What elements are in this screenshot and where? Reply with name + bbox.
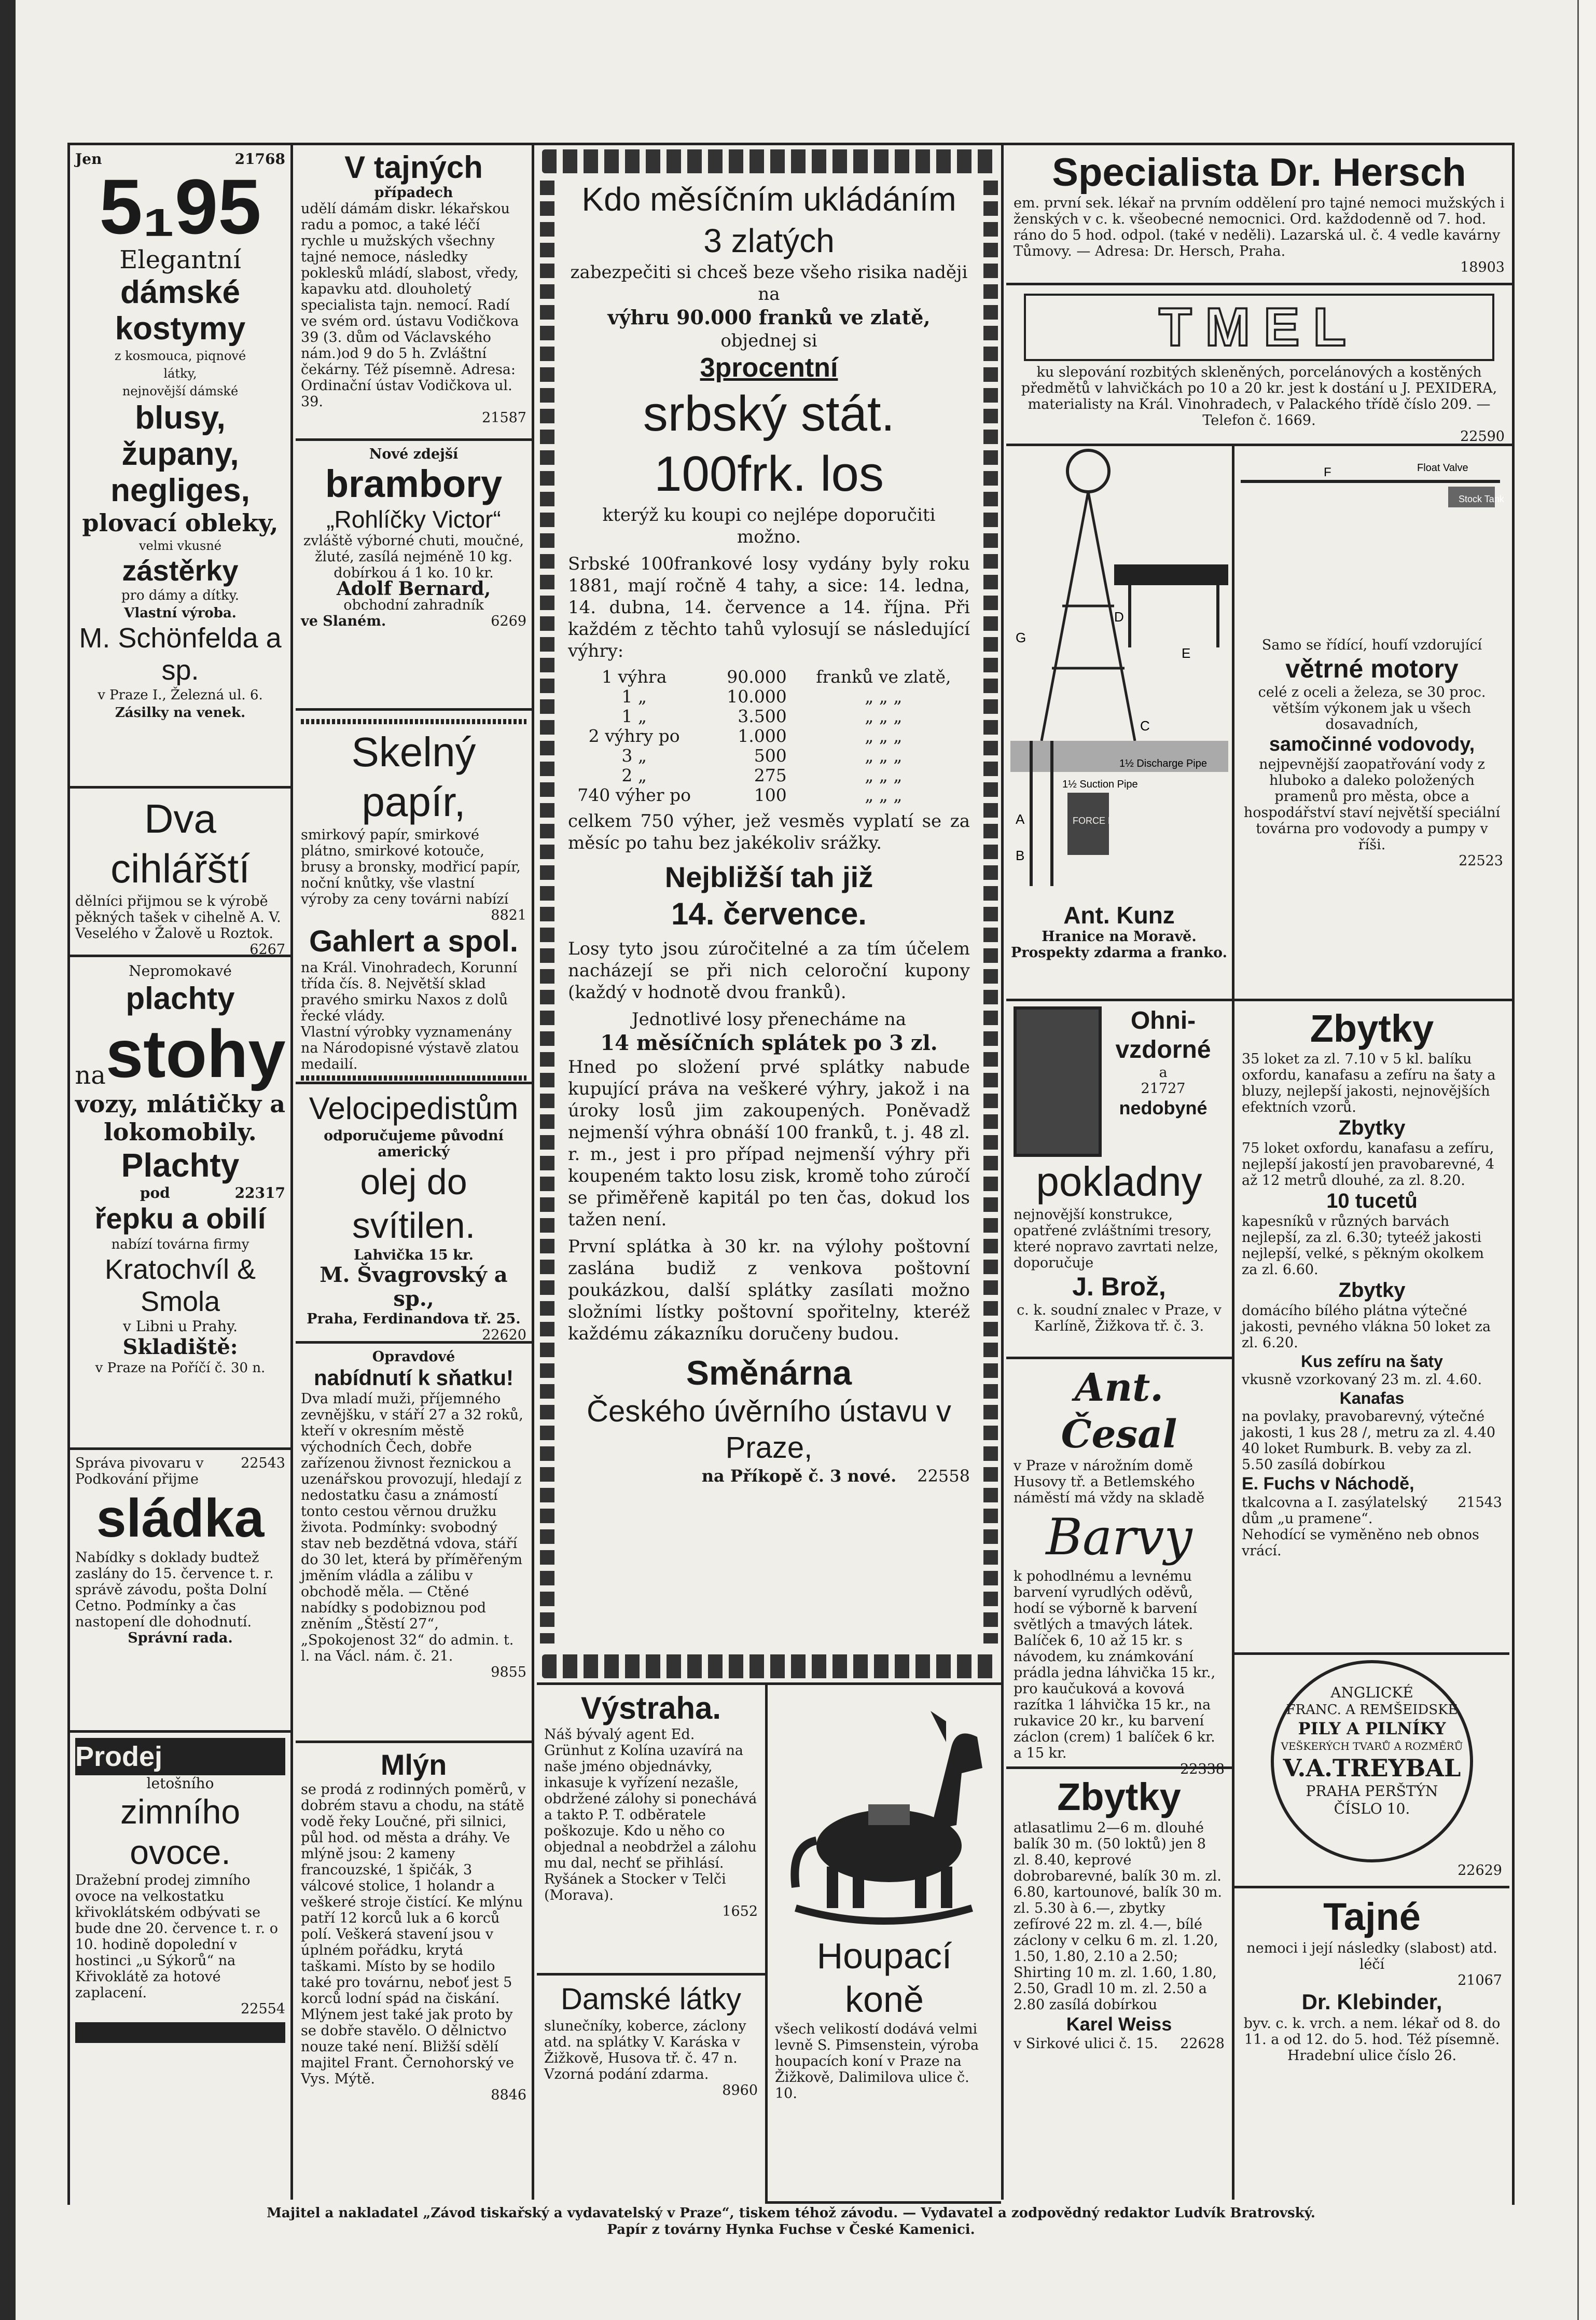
ad-brickmakers [70, 789, 290, 957]
ad-text: ku slepování rozbitých skleněných, porcelánových a kostěných předmětů v lahvičkách po 10 a 20 kr. jest k dostání u J. PEXIDERA, materialisty na Král. Vinohradech, v Palackého třídě číslo 209. — Telefon č. 1669. [1021, 364, 1497, 429]
diagram-label: E [1182, 645, 1191, 661]
wins-cell: „ „ „ [865, 745, 903, 766]
diagram-label: C [1140, 718, 1150, 734]
ad-number: 21587 [482, 410, 526, 426]
ad-number: 21727 [1141, 1081, 1186, 1097]
diagram-label: 1½ Suction Pipe [1062, 779, 1138, 790]
ad-line: vozy, mlátičky a [75, 1090, 285, 1118]
ad-line: negliges, [110, 473, 250, 508]
lottery-next-date: 14. července. [671, 896, 867, 931]
ad-line: stohy [105, 1016, 286, 1092]
ad-number: 22543 [241, 1455, 285, 1471]
column-2 [296, 145, 534, 2200]
ad-text: 40 loket Rumburk. B. veby za zl. 5.50 zasílá dobírkou [1242, 1441, 1472, 1473]
rocking-horse-image [775, 1690, 993, 1934]
ad-safes [1006, 1001, 1232, 1359]
ad-title: Damské látky [560, 1982, 742, 2016]
ad-address: Hranice na Moravě. [1042, 929, 1197, 945]
ad-number: 9855 [491, 1664, 526, 1680]
ad-line: látky, [163, 366, 197, 381]
ad-line: Zásilky na venek. [115, 705, 246, 721]
ad-title: Výstraha. [580, 1691, 721, 1725]
ad-hersch [1006, 145, 1512, 285]
ad-warning [537, 1685, 765, 1976]
diagram-label: F [1324, 465, 1331, 479]
ad-tmel [1006, 285, 1512, 446]
ad-text: Nabídky s doklady budtež zaslány do 15. července t. r. správě závodu, pošta Dolní Cetno. Podmínky a čas nastopení dle dohodnutí. [75, 1550, 274, 1630]
lottery-text: výhru 90.000 franků ve zlatě, [607, 306, 931, 329]
ad-number: 22317 [234, 1184, 285, 1202]
ad-line: pro dámy a dítky. [121, 588, 240, 603]
ad-number: 22590 [1460, 429, 1505, 445]
ad-text: tkalcovna a I. zasýlatelský dům „u pramene“. [1242, 1495, 1428, 1527]
ad-brewer [70, 1450, 290, 1733]
ad-mill [296, 1743, 532, 2200]
ad-fruit [70, 1733, 290, 2096]
ad-title: samočinné vodovody, [1269, 734, 1475, 755]
ad-line: Prodej [75, 1741, 163, 1772]
ad-text: odporučujeme původní americký [324, 1128, 504, 1160]
ad-text: udělí dámám diskr. lékařskou radu a pomoc, a také léčí rychle u mužských všechny tajné nemoce, následky poklesků mládí, slabost, vředy, kapavku atd. dlouholetý specialista tajn. nemocí. Radí ve svém ord. ústavu Vodičkova 39 (3. dům od Václavského nám.)od 9 do 5 h. Zvláštní čekárny. Též písemně. Adresa: Ordinační ústav Vodičkova ul. 39. [301, 201, 519, 410]
ad-cyclists [296, 1084, 532, 1344]
lottery-installments: 14 měsíčních splátek po 3 zl. [600, 1031, 938, 1055]
lottery-paragraph: Losy tyto jsou zúročitelné a za tím účelem nacházejí se při nich celoroční kupony (každý v hodnotě dvou franků). [568, 938, 970, 1003]
diagram-label: Float Valve [1417, 462, 1468, 474]
wins-cell: „ „ „ [865, 686, 903, 707]
ad-text: zvláště výborné chuti, moučné, žluté, zasílá nejméně 10 kg. dobírkou á 1 ko. 10 kr. [303, 533, 524, 581]
ad-number: 21067 [1458, 1972, 1502, 1988]
ad-title: brambory [325, 462, 503, 505]
ad-line: dámské [120, 274, 240, 310]
ad-text: Náš bývalý agent Ed. Grünhut z Kolína uzavírá na naše jméno objednávky, inkasuje k vyřízení nezašle, obdržené zálohy si ponechává a takto P. T. odběratele poškozuje. Kdo u něho co objednal a neobdržel a zálohu mu dal, nechť se přihlásí. Ryšánek a Stocker v Telči (Morava). [544, 1727, 757, 1903]
price: 5₁95 [99, 163, 261, 250]
ad-line: zástěrky [122, 554, 239, 587]
ad-number: 22620 [482, 1327, 526, 1343]
ad-signature: Správní rada. [128, 1630, 233, 1646]
ad-text: na Král. Vinohradech, Korunní třída čís. 8. Největší sklad pravého smirku Naxos z dolů řecké vlády. [301, 960, 518, 1024]
seal-line: PRAHA PERŠTÝN [1306, 1783, 1438, 1800]
ad-firm: Karel Weiss [1066, 2013, 1172, 2035]
ad-header-left: Jen [75, 150, 102, 168]
ad-sandpaper [296, 711, 532, 1084]
ad-number: 22629 [1458, 1862, 1502, 1879]
wins-row [573, 766, 970, 785]
ad-text: nejnovější konstrukce, opatřené zvláštními tresory, které nopravo zavrtati nelze, doporučuje [1014, 1207, 1218, 1271]
ad-number: 1652 [722, 1903, 758, 1919]
wins-cell: 100 [754, 785, 787, 805]
wins-cell: 1.000 [738, 726, 787, 746]
ad-line: kostymy [115, 311, 246, 347]
seal-line: VEŠKERÝCH TVARŮ A ROZMĚRŮ [1281, 1740, 1463, 1752]
ad-remnants-weiss [1006, 1769, 1232, 2200]
wins-cell: 2 „ [621, 765, 647, 785]
ad-text: Nehodící se vyměněno neb obnos vrácí. [1242, 1527, 1479, 1559]
ad-number: 8821 [491, 907, 526, 923]
ad-firm: E. Fuchs v Náchodě, [1242, 1474, 1414, 1494]
ad-head: Opravdové [372, 1349, 455, 1365]
ad-line: v Praze na Poříčí č. 30 n. [95, 1360, 266, 1376]
ad-text: všech velikostí dodává velmi levně S. Pimsenstein, výroba houpacích koní v Praze na Žižkově, Dalimilova ulice č. 10. [775, 2021, 979, 2102]
ad-lottery [537, 149, 1001, 1685]
ad-rocking-horse [768, 1685, 1001, 2204]
diagram-label: 1½ Discharge Pipe [1119, 758, 1207, 769]
wins-row [573, 707, 970, 726]
wins-cell: 1 výhra [601, 667, 667, 687]
ad-text: Vlastní výrobky vyznamenány na Národopisné výstavě zlatou medailí. [301, 1024, 519, 1072]
ad-title: vzdorné [1115, 1036, 1211, 1064]
ad-title: pokladny [1036, 1158, 1202, 1205]
ad-text: v Praze v nárožním domě Husovy tř. a Betlemského náměstí má vždy na skladě [1014, 1458, 1205, 1506]
wins-cell: „ „ „ [865, 726, 903, 746]
ad-title: sládka [96, 1488, 265, 1549]
wins-cell: „ „ „ [865, 785, 903, 805]
ad-line: plachty [126, 981, 235, 1016]
ad-text: Prospekty zdarma a franko. [1011, 945, 1227, 961]
wins-cell: 2 výhry po [588, 726, 680, 746]
ad-firm: Adolf Bernard, [336, 578, 491, 600]
ad-title: Specialista Dr. Hersch [1052, 150, 1466, 195]
ad-text: Dva mladí muži, příjemného zevnějšku, v stáří 27 a 32 roků, kteří v okresním městě východních Čech, dobře zařízenou živnost řeznickou a uzenářskou provozují, hledají z nedostatku času a známostí tonto cestou věrnou družku života. Podmínky: svobodný stav neb bezdětná vdova, stáří do 30 let, která by příměřeným jměním vládla a zálibu v obchodě měla. — Ctěné nabídky s podobiznou pod zněním „Štěstí 27“, „Spokojenost 32“ do admin. t. l. na Václ. nám. č. 21. [301, 1391, 523, 1664]
ad-text: 75 loket oxfordu, kanafasu a zefíru, nejlepší jakostí jen pravobarevné, 4 až 12 metrů dlouhé, za zl. 8.20. [1242, 1140, 1495, 1189]
lottery-bond: srbský stát. 100frk. los [643, 386, 895, 502]
ad-line: velmi vkusné [138, 538, 222, 553]
ad-text: atlasatlimu 2—6 m. dlouhé balík 30 m. (50 loktů) jen 8 zl. 8.40, keprové dobrobarevné, balík 30 m. zl. 6.80, kartounové, balík 30 m. zl. 5.30 à 6.—, zbytky zefírové 22 m. zl. 4.—, bílé záclony v celku 6 m. zl. 1.20, 1.50, 1.80, 2.10 a 2.50; Shirting 10 m. zl. 1.60, 1.80, 2.50, Gradl 10 m. zl. 2.50 a 2.80 zasílá dobírkou [1014, 1820, 1222, 2013]
ad-line: župany, [121, 436, 239, 472]
wins-cell: 3.500 [738, 706, 787, 726]
safe-image [1014, 1006, 1102, 1157]
ad-line: Vlastní výroba. [124, 605, 237, 621]
ad-line: řepku a obilí [94, 1202, 266, 1235]
ad-line: a [1159, 1065, 1168, 1081]
diagram-label: D [1114, 609, 1124, 625]
ad-line: nejnovější dámské [122, 384, 239, 398]
scan-edge-right [1577, 0, 1596, 2320]
ad-line: z kosmouca, piqnové [114, 349, 246, 363]
ad-number: 6267 [249, 942, 285, 958]
ad-line: zimního ovoce. [120, 1792, 241, 1871]
ad-text: smirkový papír, smirkové plátno, smirkové kotouče, brusy a bronsky, modřicí papír, noční knůtky, vše vlastní výroby za ceny továrni nabízí [301, 827, 521, 907]
lottery-bond-type: 3procentní [700, 353, 838, 383]
seal-line: ČÍSLO 10. [1334, 1800, 1410, 1817]
diagram-label: Stock Tank [1459, 494, 1504, 504]
ad-title: olej do svítilen. [352, 1162, 476, 1246]
ad-line: v Praze I., Železná ul. 6. [98, 687, 263, 703]
ad-number: 22523 [1459, 853, 1503, 869]
ad-title: nedobyné [1119, 1097, 1208, 1118]
ad-firm: Gahlert a spol. [309, 924, 518, 958]
lottery-text: objednej si [720, 330, 817, 351]
ad-line: „Rohlíčky Victor“ [326, 506, 501, 533]
seal-line: V.A.TREYBAL [1283, 1754, 1461, 1782]
ad-line: letošního [146, 1775, 214, 1792]
diagram-label: G [1016, 630, 1026, 645]
wins-cell: 3 „ [621, 745, 647, 766]
ad-number: 8846 [491, 2087, 526, 2103]
ad-title: Ant. Česal [1061, 1365, 1177, 1457]
lottery-paragraph: Srbské 100frankové losy vydány byly roku 1881, mají ročně 4 tahy, a sice: 14. ledna, 14. dubna, 14. července a 14. října. Při každém z těchto tahů vylosují se následující výhry: [568, 554, 970, 661]
ad-line: M. Schönfelda a sp. [79, 623, 282, 686]
ad-number: 22338 [1180, 1761, 1225, 1777]
ad-line: Elegantní [119, 245, 241, 274]
lottery-text: zabezpečiti si chceš beze všeho risika naději na [570, 262, 968, 305]
ad-firm: J. Brož, [1072, 1272, 1166, 1301]
imprint-line: Papír z továrny Hynka Fuchse v České Kamenici. [607, 2222, 975, 2238]
ad-number: 21768 [234, 150, 285, 168]
ad-title: Mlýn [380, 1748, 447, 1781]
diagram-label: FORCE PUMP [1073, 816, 1135, 826]
wins-cell: 90.000 [727, 667, 787, 687]
column-1 [70, 145, 293, 2200]
ad-place: ve Slaném. [301, 613, 386, 629]
ad-cesal [1006, 1359, 1232, 1777]
ad-number: 18903 [1460, 259, 1505, 275]
ad-text: Lahvička 15 kr. [354, 1247, 474, 1263]
ad-text: Samo se řídící, houfí vzdorující [1261, 637, 1482, 653]
wins-cell: 1 „ [621, 686, 647, 707]
ad-title: Skelný papír, [351, 729, 476, 825]
ad-text: nemoci i její následky (slabost) atd. léčí [1246, 1940, 1497, 1972]
ad-number: 6269 [491, 613, 526, 629]
ad-line: Skladiště: [122, 1335, 238, 1359]
lottery-next-draw: Nejbližší tah již [664, 861, 873, 893]
ad-line: Nové zdejší [369, 446, 459, 462]
ad-title: Tajné [1323, 1895, 1421, 1938]
wins-cell: 500 [754, 745, 787, 766]
lottery-paragraph: První splátka à 30 kr. na výlohy poštovní zaslána budiž z venkova poštovní poukázkou, další splátky zasílati možno složními lístky poštovní spořitelny, kteréž každému zákazníku doručeny budou. [568, 1236, 970, 1344]
ad-number: 22554 [241, 2001, 285, 2017]
ad-windmill [1006, 446, 1512, 1001]
ad-title: Kus zefíru na šaty [1301, 1352, 1443, 1371]
ad-title: V tajných [344, 150, 483, 185]
imprint-line: Majitel a nakladatel „Závod tiskařský a vydavatelský v Praze“, tiskem téhož závodu. — Vydavatel a zodpovědný redaktor Ludvík Bratrovský. [267, 2205, 1315, 2221]
ad-line: Nepromokavé [129, 962, 232, 979]
wins-row [573, 746, 970, 766]
ad-text: k pohodlnému a levnému barvení vyrudlých oděvů, hodí se výborně k barvení světlých a tmavých látek. Balíček 6, 10 až 15 kr. s návodem, ku známkování prádla jedna láhvička 15 kr., pro kaučuková a kovová razítka 1 láhvička 15 kr., na rukavice 20 kr., ku barvení záclon (crem) 1 balíček 6 kr. a 15 kr. [1014, 1568, 1216, 1761]
ad-text: slunečníky, koberce, záclony atd. na splátky V. Karáska v Žižkově, Husova tř. č. 47 n. Vzorná podání zdarma. [544, 2018, 746, 2082]
wins-row [573, 726, 970, 746]
wins-cell: „ „ „ [865, 706, 903, 726]
ad-remnants-fuchs [1234, 1001, 1509, 1655]
ad-text: dělníci přijmou se k výrobě pěkných tašek v cihelně A. V. Veselého v Žalově u Roztok. [75, 893, 281, 942]
ad-line: lokomobily. [104, 1118, 257, 1146]
lottery-paragraph: Jednotlivé losy přenecháme na [632, 1009, 906, 1030]
wins-cell: 275 [754, 765, 787, 785]
ad-title: nabídnutí k sňatku! [313, 1365, 514, 1390]
ad-title: TMEL [1158, 297, 1360, 357]
ad-number: 22628 [1180, 2036, 1225, 2052]
ad-text: byv. c. k. vrch. a nem. lékař od 8. do 11. a od 12. do 5. hod. Též písemně. Hradební ulice číslo 26. [1243, 2015, 1501, 2064]
ad-marriage [296, 1344, 532, 1743]
ad-text: c. k. soudní znalec v Praze, v Karlíně, Žižkova tř. č. 3. [1017, 1302, 1222, 1334]
wins-row [573, 687, 970, 707]
ad-line: Kratochvíl & Smola [104, 1254, 256, 1317]
ad-text: na povlaky, pravobarevný, výtečné jakosti, 1 kus 28 /, metru za zl. 4.40 [1242, 1408, 1496, 1441]
ad-title: Velocipedistům [309, 1091, 519, 1126]
ad-secret-klebinder [1234, 1888, 1509, 2200]
ad-title: Zbytky [1338, 1279, 1406, 1302]
ad-title: Houpací koně [816, 1936, 952, 2020]
ad-title: Ohni- [1130, 1007, 1196, 1034]
ad-script-title: Barvy [1046, 1508, 1192, 1566]
ad-title: 10 tucetů [1326, 1190, 1418, 1212]
ad-text: kapesníků v různých barvách nejlepší, za zl. 6.30; tyteéž jakosti nejlepší, velké, s pěkným okolkem za zl. 6.60. [1242, 1213, 1484, 1278]
ad-text: em. první sek. lékař na prvním oddělení pro tajné nemoci mužských i ženských v c. k. všeobecné nemocnici. Ord. každodenně od 7. hod. ráno do 5 hod. odpol. (také v neděli). Lazarská ul. č. 4 vedle kavárny Tůmovy. — Adresa: Dr. Hersch, Praha. [1014, 195, 1505, 259]
ad-line: Plachty [121, 1147, 240, 1184]
bank-name-2: Českého úvěrního ústavu v Praze, [587, 1394, 951, 1465]
ad-costumes [70, 145, 290, 789]
ad-treybal [1234, 1655, 1509, 1888]
ad-firm: M. Švagrovský a sp., [320, 1263, 508, 1311]
ad-address: v Sirkové ulici č. 15. [1014, 2036, 1158, 2052]
ad-fabrics [537, 1976, 765, 2204]
ad-text: domácího bílého plátna výtečné jakosti, pevného vlákna 50 loket za zl. 6.20. [1242, 1303, 1491, 1351]
wins-cell: franků ve zlatě, [816, 667, 951, 687]
windmill-pump-diagram [1010, 450, 1228, 902]
seal-line: ANGLICKÉ [1330, 1684, 1413, 1701]
ad-line: pod [140, 1184, 170, 1202]
ad-title: Dva cihlářští [110, 796, 250, 891]
ad-title: Zbytky [1057, 1775, 1181, 1818]
ad-line: na [75, 1061, 106, 1090]
treybal-seal [1271, 1660, 1473, 1862]
wins-cell: 10.000 [727, 686, 787, 707]
seal-line: PILY A PILNÍKY [1298, 1719, 1446, 1738]
ad-title: Zbytky [1338, 1116, 1406, 1139]
ad-firm: Dr. Klebinder, [1301, 1990, 1442, 2014]
ad-line: plovací obleky, [82, 509, 279, 537]
diagram-label: B [1016, 848, 1025, 863]
ad-tarps [70, 957, 290, 1450]
imprint [67, 2205, 1515, 2238]
wins-row [573, 785, 970, 805]
wins-table [573, 667, 970, 805]
ad-text: vkusně vzorkovaný 23 m. zl. 4.60. [1242, 1372, 1482, 1388]
ad-text: Správa pivovaru v Podkování přijme [75, 1455, 204, 1487]
ad-text: nejpevnější zaopatřování vody z hluboko a daleko položených pramenů pro městа, obce a hospodářství staví největší speciální továrna pro vodovody a pumpy v říši. [1243, 756, 1501, 853]
ad-firm: Ant. Kunz [1063, 902, 1175, 929]
ad-text: 35 loket za zl. 7.10 v 5 kl. balíku oxfordu, kanafasu a zefíru na šaty a bluzy, nejlepší jakosti, nejnovějších efektních vzorů. [1242, 1051, 1496, 1115]
diagram-label: A [1016, 811, 1025, 827]
ad-address: Praha, Ferdinandova tř. 25. [307, 1311, 521, 1327]
wins-row [573, 667, 970, 687]
wins-cell: „ „ „ [865, 765, 903, 785]
lottery-paragraph: celkem 750 výher, jež vesměs vyplatí se za měsíc po tahu bez jakékoliv srážky. [568, 811, 970, 853]
ad-number: 22558 [917, 1466, 970, 1486]
ad-subtitle: případech [374, 185, 453, 201]
scan-edge-left [0, 0, 16, 2320]
ad-title: Zbytky [1310, 1007, 1434, 1050]
ad-potatoes [296, 441, 532, 711]
lottery-text: kterýž ku koupi co nejlépe doporučiti možno. [602, 505, 936, 547]
wins-cell: 1 „ [621, 706, 647, 726]
ad-title: Kanafas [1339, 1389, 1405, 1407]
ad-line: blusy, [135, 400, 226, 436]
ad-line: nabízí továrna firmy [111, 1237, 249, 1252]
lottery-paragraph: Hned po složení prvé splátky nabude kupující práva na veškeré výhry, jakož i na úroky losů jim zakoupených. Poněvadž nejmenší výhra obnáší 100 franků, t. j. 48 zl. r. m., jest i pro případ nejmenší výhry při koupeném takto losu zisk, kromě toho zúročí se přiměřeně kapitál po ten čas, dokud los tažen není. [568, 1057, 970, 1230]
column-4 [1006, 145, 1512, 2200]
ad-line: obchodní zahradník [343, 597, 484, 613]
ad-title: větrné motory [1285, 654, 1459, 683]
ad-line: v Libni u Prahy. [123, 1318, 238, 1335]
tank-diagram [1241, 450, 1504, 513]
seal-line: FRANC. A REMŠEIDSKÉ [1286, 1702, 1458, 1718]
ad-text: celé z oceli a železa, se 30 proc. větším výkonem jak u všech dosavadních, [1258, 684, 1486, 733]
column-3 [537, 145, 1004, 2200]
ad-secret-diseases [296, 145, 532, 441]
lottery-headline: Kdo měsíčním ukládáním 3 zlatých [581, 181, 956, 259]
wins-cell: 740 výher po [577, 785, 691, 805]
ad-number: 8960 [722, 2082, 758, 2098]
ad-number: 21543 [1458, 1495, 1502, 1511]
bank-name: Směnárna [686, 1354, 852, 1392]
bank-address: na Příkopě č. 3 nové. [701, 1466, 897, 1486]
ad-text: Dražební prodej zimního ovoce na velkostatku křivoklátském odbývati se bude dne 20. července t. r. o 10. hodině dopolední v hostinci „u Sýkorů“ na Křivoklátě za hotové zaplacení. [75, 1872, 278, 2001]
ad-text: se prodá z rodinných poměrů, v dobrém stavu a chodu, na státě vodě řeky Loučné, při silnici, půl hod. od města a dráhy. Ve mlýně jsou: 2 kameny francouzské, 1 špičák, 3 válcové stolice, 1 holandr a veškeré stroje čistící. Ke mlýnu patří 12 korců luk a 6 korců polí. Veškerá stavení jsou v úplném pořádku, krytá taškami. Místo by se hodilo také pro továrnu, neboť jest 5 korců lodní spád na čiskání. Mlýnem jest také jak proto by se dobře stavělo. O dělnictvo nouze také není. Bližší sdělí majitel Frant. Černohorský ve Vys. Mýtě. [301, 1782, 526, 2087]
